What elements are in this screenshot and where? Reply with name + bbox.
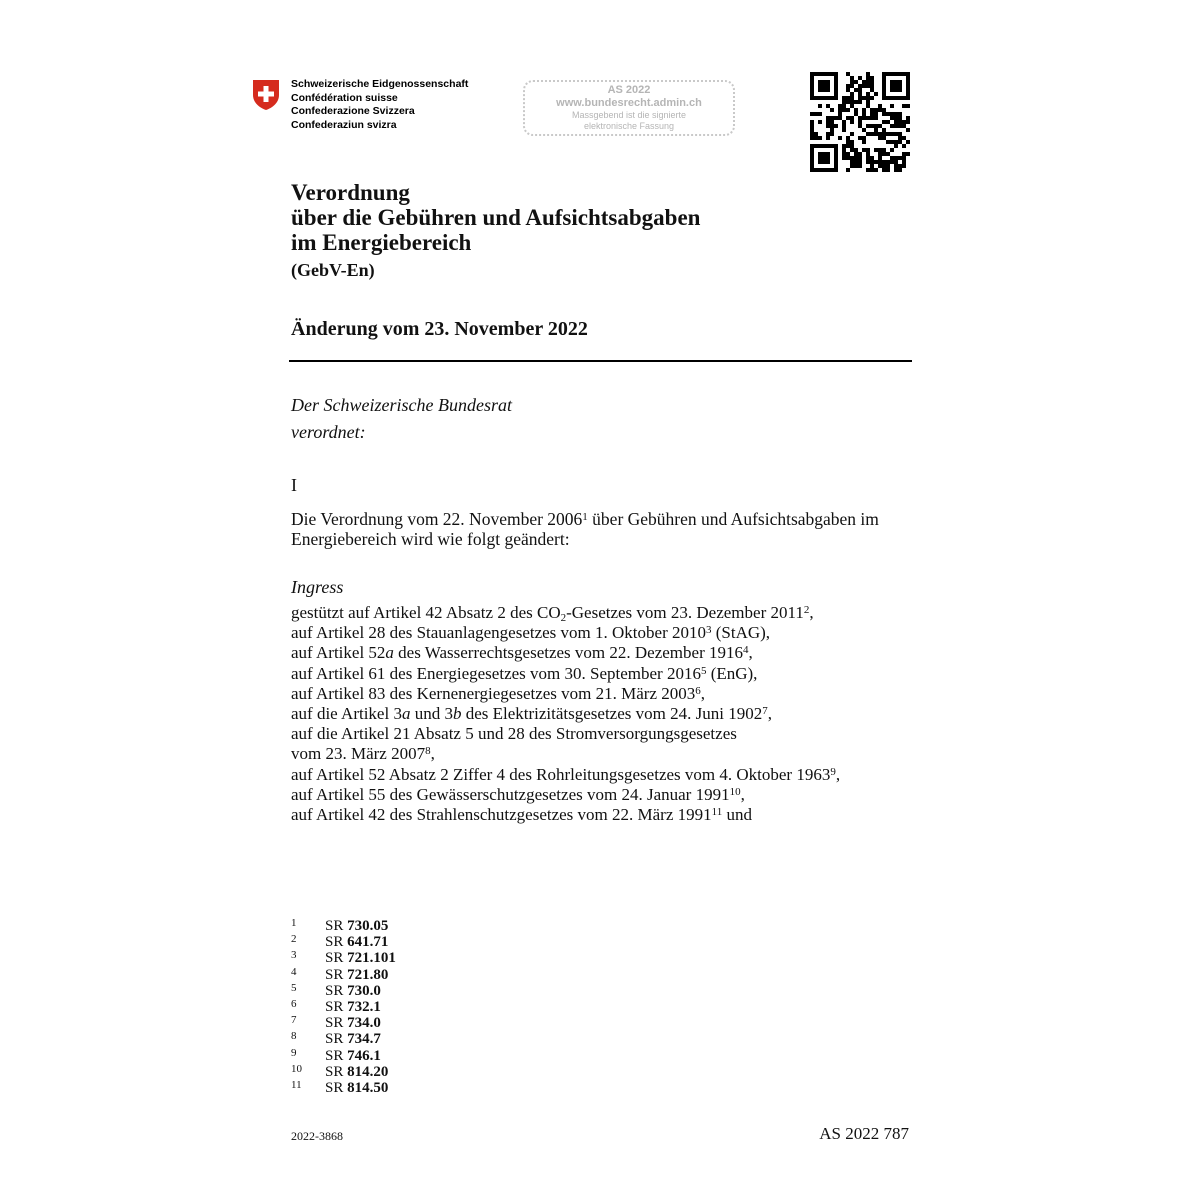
ingress-line: auf Artikel 55 des Gewässerschutzgesetzes vom 24. Januar 1991$^{10}$,	[291, 784, 745, 804]
footnote-ref: 1	[582, 511, 588, 523]
ingress-line: auf Artikel 52a des Wasserrechtsgesetzes vom 22. Dezember 1916$^4$,	[291, 643, 753, 663]
confederation-name-de: Schweizerische Eidgenossenschaft	[291, 78, 469, 90]
authority-line-1: Der Schweizerische Bundesrat	[291, 395, 512, 415]
footnote: 9 SR 746.1	[291, 1046, 381, 1064]
footnotes	[291, 918, 491, 1096]
footnote-ref: 5	[700, 664, 707, 677]
footnote-ref: 3	[705, 624, 712, 637]
swiss-coat-of-arms-icon	[252, 79, 280, 111]
ingress-line: auf Artikel 52 Absatz 2 Ziffer 4 des Rohrleitungsgesetzes vom 4. Oktober 1963$^9$,	[291, 764, 841, 784]
enacting-authority	[291, 392, 512, 446]
ingress-text	[291, 603, 840, 825]
document-title	[291, 180, 700, 255]
footnote-ref: 7	[762, 705, 768, 718]
footnote: 8 SR 734.7	[291, 1030, 381, 1048]
authority-line-2: verordnet:	[291, 422, 366, 442]
footnote-ref: 11	[711, 806, 723, 819]
stamp-line-4: elektronische Fassung	[583, 121, 675, 131]
title-line-2: über die Gebühren und Aufsichtsabgaben	[291, 205, 701, 230]
section-numeral: I	[291, 475, 297, 495]
title-line-3: im Energiebereich	[291, 230, 472, 255]
footnote: 10 SR 814.20	[291, 1062, 389, 1080]
title-divider	[289, 360, 912, 362]
ingress-line: auf Artikel 61 des Energiegesetzes vom 30. September 2016$^5$ (EnG),	[291, 663, 758, 683]
ingress-line: vom 23. März 2007$^8$,	[291, 744, 435, 764]
stamp-line-1: AS 2022	[607, 84, 651, 96]
confederation-names	[291, 78, 468, 132]
footnote-ref: 10	[729, 785, 741, 798]
footnote: 7 SR 734.0	[291, 1014, 381, 1032]
intro-paragraph: Die Verordnung vom 22. November 2006$^1$ über Gebühren und Aufsichtsabgaben im Energiebereich wird wie folgt geändert:	[291, 509, 879, 549]
footnote-ref: 4	[743, 644, 749, 657]
amendment-date: Änderung vom 23. November 2022	[291, 318, 588, 340]
footnote-ref: 8	[425, 745, 431, 758]
confederation-name-it: Confederazione Svizzera	[291, 105, 415, 117]
ingress-line: gestützt auf Artikel 42 Absatz 2 des $CO_2$-Gesetzes vom 23. Dezember 2011$^2$,	[291, 603, 814, 624]
footnote: 4 SR 721.80	[291, 965, 389, 983]
footnote: 1 SR 730.05	[291, 917, 389, 934]
ingress-line: auf Artikel 42 des Strahlenschutzgesetzes vom 22. März 1991$^{11}$ und	[291, 805, 752, 825]
signature-stamp	[523, 80, 735, 136]
footnote: 3 SR 721.101	[291, 949, 396, 967]
ingress-line: auf Artikel 28 des Stauanlagengesetzes vom 1. Oktober 2010$^3$ (StAG),	[291, 623, 771, 643]
footnote-ref: 6	[695, 684, 701, 697]
confederation-name-fr: Confédération suisse	[291, 91, 398, 104]
ingress-heading: Ingress	[291, 577, 344, 597]
document-number: 2022-3868	[291, 1129, 343, 1143]
title-abbreviation: (GebV-En)	[291, 260, 375, 280]
qr-code-icon	[810, 72, 910, 172]
footnote-ref: 9	[830, 765, 836, 778]
stamp-line-3: Massgebend ist die signierte	[571, 110, 687, 120]
footnote: 11 SR 814.50	[291, 1078, 389, 1096]
footnote: 2 SR 641.71	[291, 933, 389, 951]
footnote-ref: 2	[803, 604, 810, 616]
stamp-line-2: www.bundesrecht.admin.ch	[556, 97, 702, 109]
footnote: 5 SR 730.0	[291, 981, 381, 999]
official-compilation-reference: AS 2022 787	[819, 1124, 909, 1143]
ingress-line: auf Artikel 83 des Kernenergiegesetzes vom 21. März 2003$^6$,	[291, 683, 706, 703]
confederation-name-rm: Confederaziun svizra	[291, 118, 397, 131]
footnote: 6 SR 732.1	[291, 997, 381, 1015]
title-line-1: Verordnung	[291, 180, 410, 205]
ingress-line: auf die Artikel 3a und 3b des Elektrizitätsgesetzes vom 24. Juni 1902$^7$,	[291, 704, 772, 724]
ingress-line: auf die Artikel 21 Absatz 5 und 28 des Stromversorgungsgesetzes	[291, 724, 737, 744]
